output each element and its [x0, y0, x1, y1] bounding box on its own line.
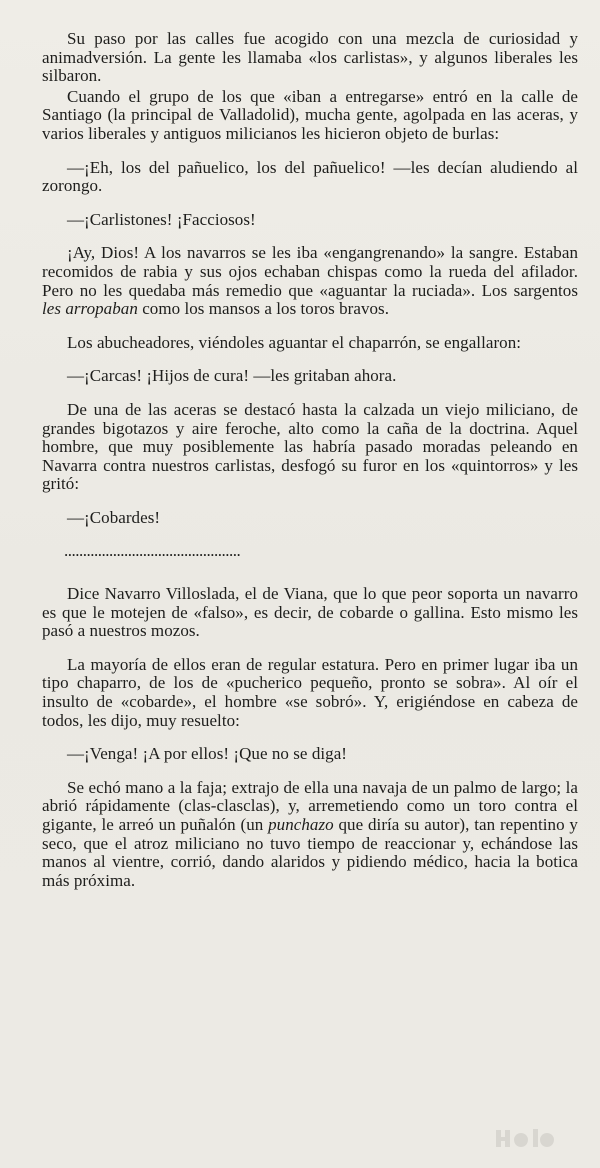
watermark-logo-icon: [494, 1126, 584, 1150]
paragraph-navaja-italic: punchazo: [268, 815, 334, 834]
paragraph-abucheadores: Los abucheadores, viéndoles aguantar el chaparrón, se engallaron:: [67, 332, 522, 352]
dialogue-carlistones: —¡Carlistones! ¡Facciosos!: [67, 209, 256, 229]
dialogue-carcas: —¡Carcas! ¡Hijos de cura! —les gritaban ahora.: [67, 366, 397, 386]
page-text: [42, 30, 578, 905]
ellipsis-separator: ...............................................: [64, 541, 241, 561]
paragraph-estatura: La mayoría de ellos eran de regular estatura. Pero en primer lugar iba un tipo chaparro, de los de «pucherico pequeño, pronto se sobra». Al oír el insulto de «cobarde», el hombre «se sobró». Y, erigiéndose en cabeza de todos, les dijo, muy resuelto:: [42, 654, 578, 730]
paragraph-navarros-text-end: como los mansos a los toros bravos.: [137, 299, 390, 319]
paragraph-navarros-italic: les arropaban: [42, 299, 138, 319]
paragraph-navarros-text: ¡Ay, Dios! A los navarros se les iba «engangrenando» la sangre. Estaban recomidos de rabia y sus ojos echaban chispas como la rueda del afilador. Pero no les quedaba más remedio que «aguantar la ruciada». Los sargentos: [42, 243, 578, 300]
paragraph-navaja: [42, 779, 578, 891]
paragraph-2: Cuando el grupo de los que «iban a entregarse» entró en la calle de Santiago (la principal de Valladolid), mucha gente, agolpada en las aceras, y varios liberales y antiguos milicianos les hicieron objeto de burlas:: [42, 86, 578, 143]
dialogue-venga: —¡Venga! ¡A por ellos! ¡Que no se diga!: [67, 744, 348, 764]
dialogue-pañuelico: —¡Eh, los del pañuelico, los del pañuelico! —les decían aludiendo al zorongo.: [42, 157, 578, 196]
paragraph-navaja-text-end: que diría su autor), tan repentino y seco, que el atroz miliciano no tuvo tiempo de reaccionar y, echándose las manos al vientre, corrió, dando alaridos y pidiendo médico, hacia la botica más próxima.: [42, 815, 578, 890]
paragraph-navarros: [42, 244, 578, 318]
paragraph-navaja-text: Se echó mano a la faja; extrajo de ella una navaja de un palmo de largo; la abrió rápidamente (clas-clasclas), y, arremetiendo como un toro contra el gigante, le arreó un puñalón (un: [42, 777, 578, 834]
dialogue-cobardes: —¡Cobardes!: [67, 507, 161, 527]
paragraph-villoslada: Dice Navarro Villoslada, el de Viana, que lo que peor soporta un navarro es que le motejen de «falso», es decir, de cobarde o gallina. Esto mismo les pasó a nuestros mozos.: [42, 584, 578, 641]
paragraph-miliciano: De una de las aceras se destacó hasta la calzada un viejo miliciano, de grandes bigotazos y aire feroche, alto como la caña de la doctrina. Aquel hombre, que muy posiblemente las habría pasado moradas peleando en Navarra contra nuestros carlistas, desfogó su furor en los «quintorros» y les gritó:: [42, 399, 578, 494]
paragraph-1: Su paso por las calles fue acogido con una mezcla de curiosidad y animadversión. La gente les llamaba «los carlistas», y algunos liberales les silbaron.: [42, 29, 578, 86]
